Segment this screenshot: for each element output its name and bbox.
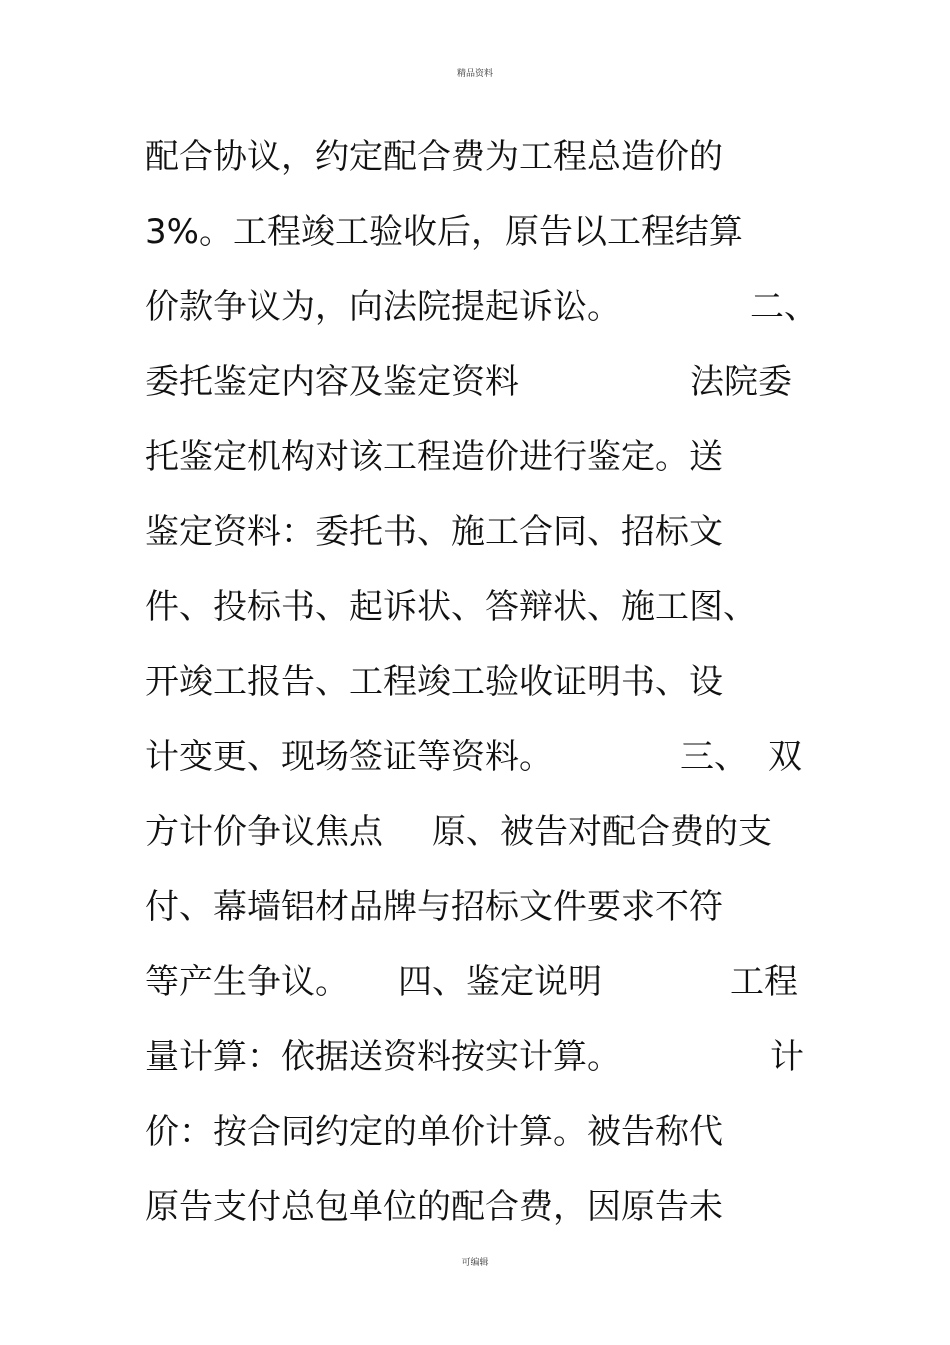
section-heading: 方计价争议焦点 <box>145 812 383 852</box>
text-line <box>145 282 818 357</box>
text-line <box>145 1182 810 1257</box>
text-line <box>145 207 810 282</box>
section-heading-number: 三、 <box>680 737 748 777</box>
text-segment: 付、幕墙铝材品牌与招标文件要求不符 <box>145 887 723 927</box>
section-heading: 委托鉴定内容及鉴定资料 <box>145 362 519 402</box>
text-line <box>145 582 810 657</box>
text-segment: 法院委 <box>690 362 792 402</box>
text-line <box>145 732 810 807</box>
text-segment: 原、被告对配合费的支 <box>432 812 772 852</box>
text-segment: 件、投标书、起诉状、答辩状、施工图、 <box>145 587 757 627</box>
section-heading: 四、鉴定说明 <box>398 962 602 1002</box>
text-segment: 配合协议，约定配合费为工程总造价的 <box>145 137 723 177</box>
page-footer: 可编辑 <box>461 1258 489 1268</box>
text-segment: 价：按合同约定的单价计算。被告称代 <box>145 1112 723 1152</box>
text-segment: 工程 <box>730 962 798 1002</box>
text-segment: 开竣工报告、工程竣工验收证明书、设 <box>145 662 723 702</box>
section-heading: 双 <box>768 737 802 777</box>
text-line <box>145 507 810 582</box>
text-line <box>145 432 810 507</box>
text-line <box>145 357 810 432</box>
text-segment: 托鉴定机构对该工程造价进行鉴定。送 <box>145 437 723 477</box>
section-heading-number: 二、 <box>750 287 818 327</box>
text-line <box>145 657 810 732</box>
text-segment: 计变更、现场签证等资料。 <box>145 737 553 777</box>
text-line <box>145 1107 810 1182</box>
text-segment: 3%。工程竣工验收后，原告以工程结算 <box>145 212 743 252</box>
document-body <box>145 132 818 1257</box>
text-segment: 原告支付总包单位的配合费，因原告未 <box>145 1187 723 1227</box>
text-line <box>145 1032 810 1107</box>
page-header: 精品资料 <box>456 69 493 79</box>
text-line <box>145 807 810 882</box>
text-segment: 等产生争议。 <box>145 962 349 1002</box>
text-segment: 价款争议为，向法院提起诉讼。 <box>145 287 621 327</box>
text-line <box>145 957 810 1032</box>
text-line <box>145 882 810 957</box>
text-segment: 计 <box>770 1037 804 1077</box>
text-segment: 鉴定资料：委托书、施工合同、招标文 <box>145 512 723 552</box>
text-line <box>145 132 810 207</box>
text-segment: 量计算：依据送资料按实计算。 <box>145 1037 621 1077</box>
